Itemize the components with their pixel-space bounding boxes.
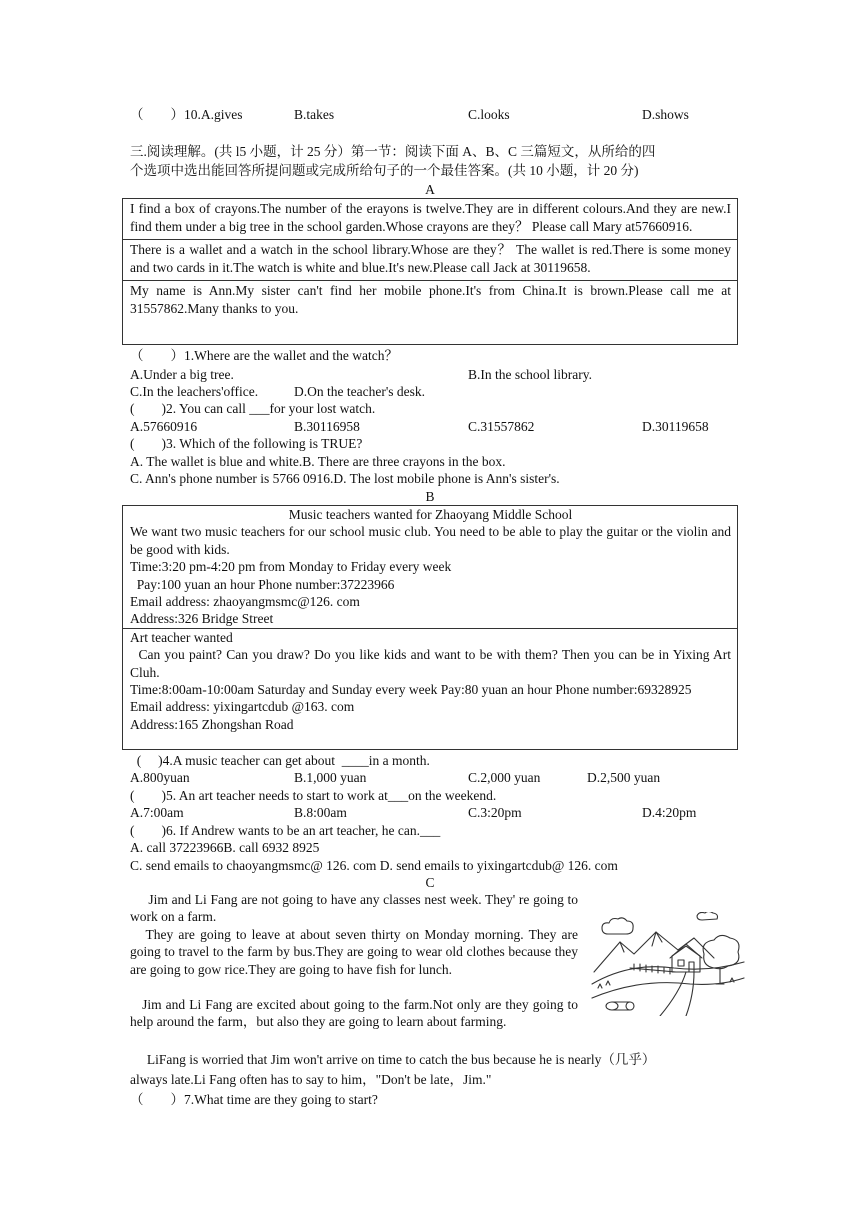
q4-option-d: D.2,500 yuan <box>587 770 661 785</box>
music-ad-email: Email address: zhaoyangmsmc@126. com <box>130 594 360 610</box>
q6-options-cd: C. send emails to chaoyangmsmc@ 126. com D. send emails to yixingartcdub@ 126. com <box>130 858 618 873</box>
q1-option-b: B.In the school library. <box>468 367 592 382</box>
q4-option-c: C.2,000 yuan <box>468 770 541 785</box>
art-ad-body: Can you paint? Can you draw? Do you like kids and want to be with them? Then you can be in Yixing Art Cluh. <box>130 647 735 680</box>
q2-option-c: C.31557862 <box>468 419 535 434</box>
q5-option-a: A.7:00am <box>130 805 184 820</box>
part-b-ad-table <box>122 505 738 750</box>
notice-mobile-phone: My name is Ann.My sister can't find her mobile phone.It's from China.It is brown.Please call me at 31557862.Many thanks to you. <box>123 280 737 321</box>
q4-option-a: A.800yuan <box>130 770 190 785</box>
part-a-title: A <box>425 182 435 197</box>
q6-stem: ( )6. If Andrew wants to be an art teacher, he can.___ <box>130 823 441 838</box>
q4-option-b: B.1,000 yuan <box>294 770 367 785</box>
q10-option-c: C.looks <box>468 107 510 122</box>
art-ad-address: Address:165 Zhongshan Road <box>130 716 294 732</box>
q3-stem: ( )3. Which of the following is TRUE? <box>130 436 363 451</box>
q1-option-a: A.Under a big tree. <box>130 367 234 382</box>
q2-option-d: D.30119658 <box>642 419 709 434</box>
part-c-title: C <box>425 875 435 890</box>
music-teacher-ad <box>123 506 737 628</box>
q2-option-b: B.30116958 <box>294 419 360 434</box>
music-ad-address: Address:326 Bridge Street <box>130 611 274 627</box>
q2-option-a: A.57660916 <box>130 419 198 434</box>
q3-options-ab: A. The wallet is blue and white.B. There are three crayons in the box. <box>130 454 506 469</box>
q1-option-d: D.On the teacher's desk. <box>294 384 426 399</box>
music-ad-heading: Music teachers wanted for Zhaoyang Middle School <box>288 507 573 522</box>
q5-stem: ( )5. An art teacher needs to start to work at___on the weekend. <box>130 788 497 803</box>
part-c-paragraph-4-line2: always late.Li Fang often has to say to him，"Don't be late，Jim." <box>130 1072 492 1087</box>
q6-options-ab: A. call 37223966B. call 6932 8925 <box>130 840 320 855</box>
q5-option-b: B.8:00am <box>294 805 347 820</box>
music-ad-pay: Pay:100 yuan an hour Phone number:37223966 <box>130 576 395 592</box>
part-c-paragraph-3: Jim and Li Fang are excited about going to the farm.Not only are they going to help around the farm，but also they are going to learn about farming. <box>130 997 582 1030</box>
notice-wallet-watch: There is a wallet and a watch in the school library.Whose are they？ The wallet is red.There is some money and two cards in it.The watch is white and blue.It's new.Please call Jack at 30119658. <box>123 239 737 280</box>
q7-stem: （ ）7.What time are they going to start? <box>130 1092 378 1107</box>
q5-option-d: D.4:20pm <box>642 805 697 820</box>
q3-options-cd: C. Ann's phone number is 5766 0916.D. The lost mobile phone is Ann's sister's. <box>130 471 560 486</box>
part-c-paragraph-1: Jim and Li Fang are not going to have any classes nest week. They' re going to work on a farm. <box>130 892 582 925</box>
music-ad-time: Time:3:20 pm-4:20 pm from Monday to Friday every week <box>130 559 452 575</box>
section-instruction-line1: 三.阅读理解。(共 l5 小题，计 25 分）第一节：阅读下面 A、B、C 三篇短文，从所给的四 <box>130 144 656 159</box>
q10-option-d: D.shows <box>642 107 689 122</box>
part-c-paragraph-4-line1: LiFang is worried that Jim won't arrive on time to catch the bus because he is nearly（几乎） <box>130 1052 656 1067</box>
art-ad-time: Time:8:00am-10:00am Saturday and Sunday every week Pay:80 yuan an hour Phone number:69328925 <box>130 682 692 698</box>
music-ad-body: We want two music teachers for our school music club. You need to be able to play the guitar or the violin and be good with kids. <box>130 524 731 557</box>
q4-stem: ( )4.A music teacher can get about ____in a month. <box>130 753 430 768</box>
section-instruction-line2: 个选项中选出能回答所提问题或完成所给句子的一个最佳答案。(共 10 小题，计 20 分) <box>130 163 639 178</box>
notice-crayons: I find a box of crayons.The number of the erayons is twelve.They are in different colours.And they are new.I find them under a big tree in the school garden.Whose crayons are they？ Please call Mary at57660916. <box>130 201 731 234</box>
farm-illustration <box>590 912 746 1016</box>
part-a-notice-table <box>122 198 738 345</box>
q1-stem: （ ）1.Where are the wallet and the watch？ <box>130 348 399 363</box>
art-ad-heading: Art teacher wanted <box>130 629 233 645</box>
q10-stem: （ ）10.A.gives <box>130 107 243 122</box>
art-ad-email: Email address: yixingartcdub @163. com <box>130 699 355 715</box>
q2-stem: ( )2. You can call ___for your lost watch. <box>130 401 376 416</box>
part-c-paragraph-2: They are going to leave at about seven thirty on Monday morning. They are going to travel to the farm by bus.They are going to wear old clothes because they are going to gow rice.They are going to have fish for lunch. <box>130 927 582 977</box>
art-teacher-ad <box>123 628 737 733</box>
part-b-title: B <box>425 489 435 504</box>
q10-option-b: B.takes <box>294 107 335 122</box>
q5-option-c: C.3:20pm <box>468 805 522 820</box>
q1-option-c: C.In the leachers'office. <box>130 384 259 399</box>
